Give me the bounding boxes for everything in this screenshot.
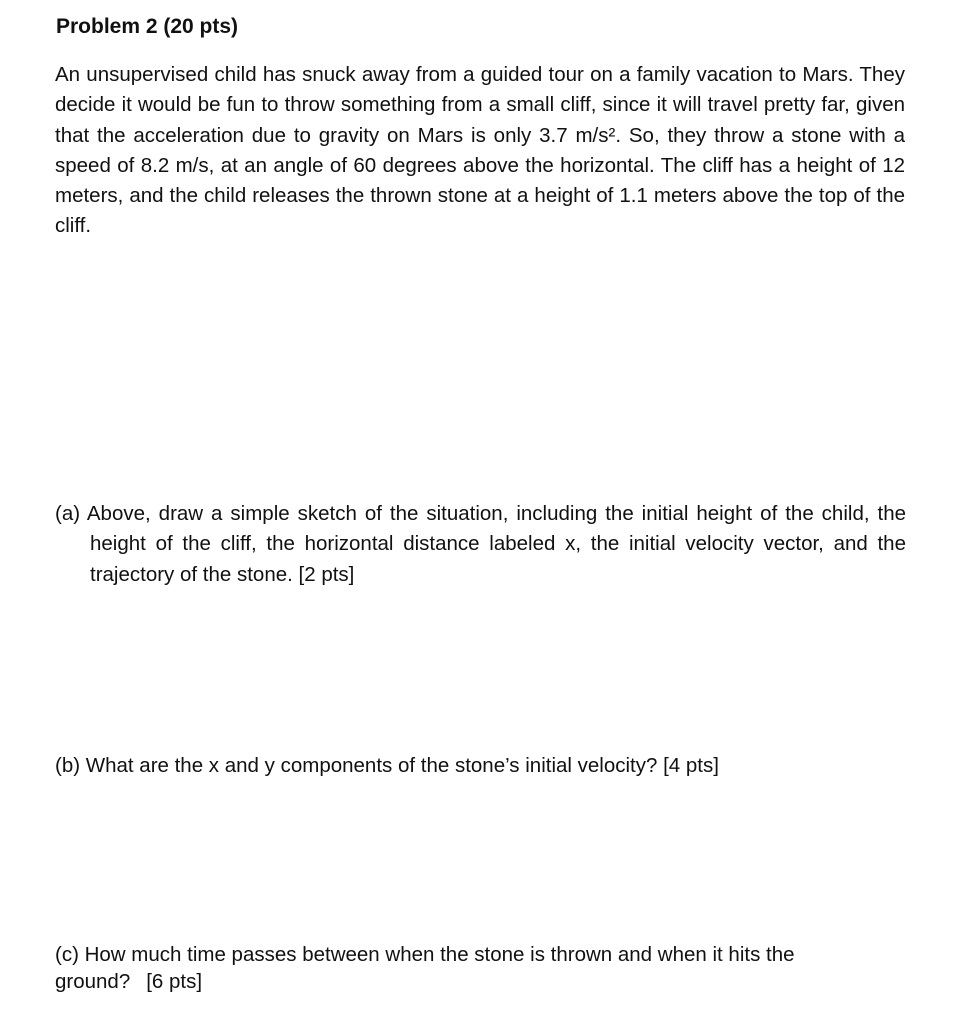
problem-title: Problem 2 (20 pts) [56,15,239,38]
part-c-line-2 [55,968,906,995]
part-c-points: [6 pts] [146,970,203,993]
part-c-line-1: (c) How much time passes between when the stone is thrown and when it hits the [55,943,795,966]
part-c-ground-text: ground? [55,970,131,993]
part-a-question: (a) Above, draw a simple sketch of the situation, including the initial height of the child, the height of the cliff, the horizontal distance labeled x, the initial velocity vector, and the trajectory of the stone. [2 pts] [55,502,906,586]
part-c-question [55,941,906,995]
problem-statement: An unsupervised child has snuck away from a guided tour on a family vacation to Mars. They decide it would be fun to throw something from a small cliff, since it will travel pretty far, given that the acceleration due to gravity on Mars is only 3.7 m/s². So, they throw a stone with a speed of 8.2 m/s, at an angle of 60 degrees above the horizontal. The cliff has a height of 12 meters, and the child releases the thrown stone at a height of 1.1 meters above the top of the cliff. [55,63,905,238]
part-b-question: (b) What are the x and y components of the stone’s initial velocity? [4 pts] [55,754,719,777]
